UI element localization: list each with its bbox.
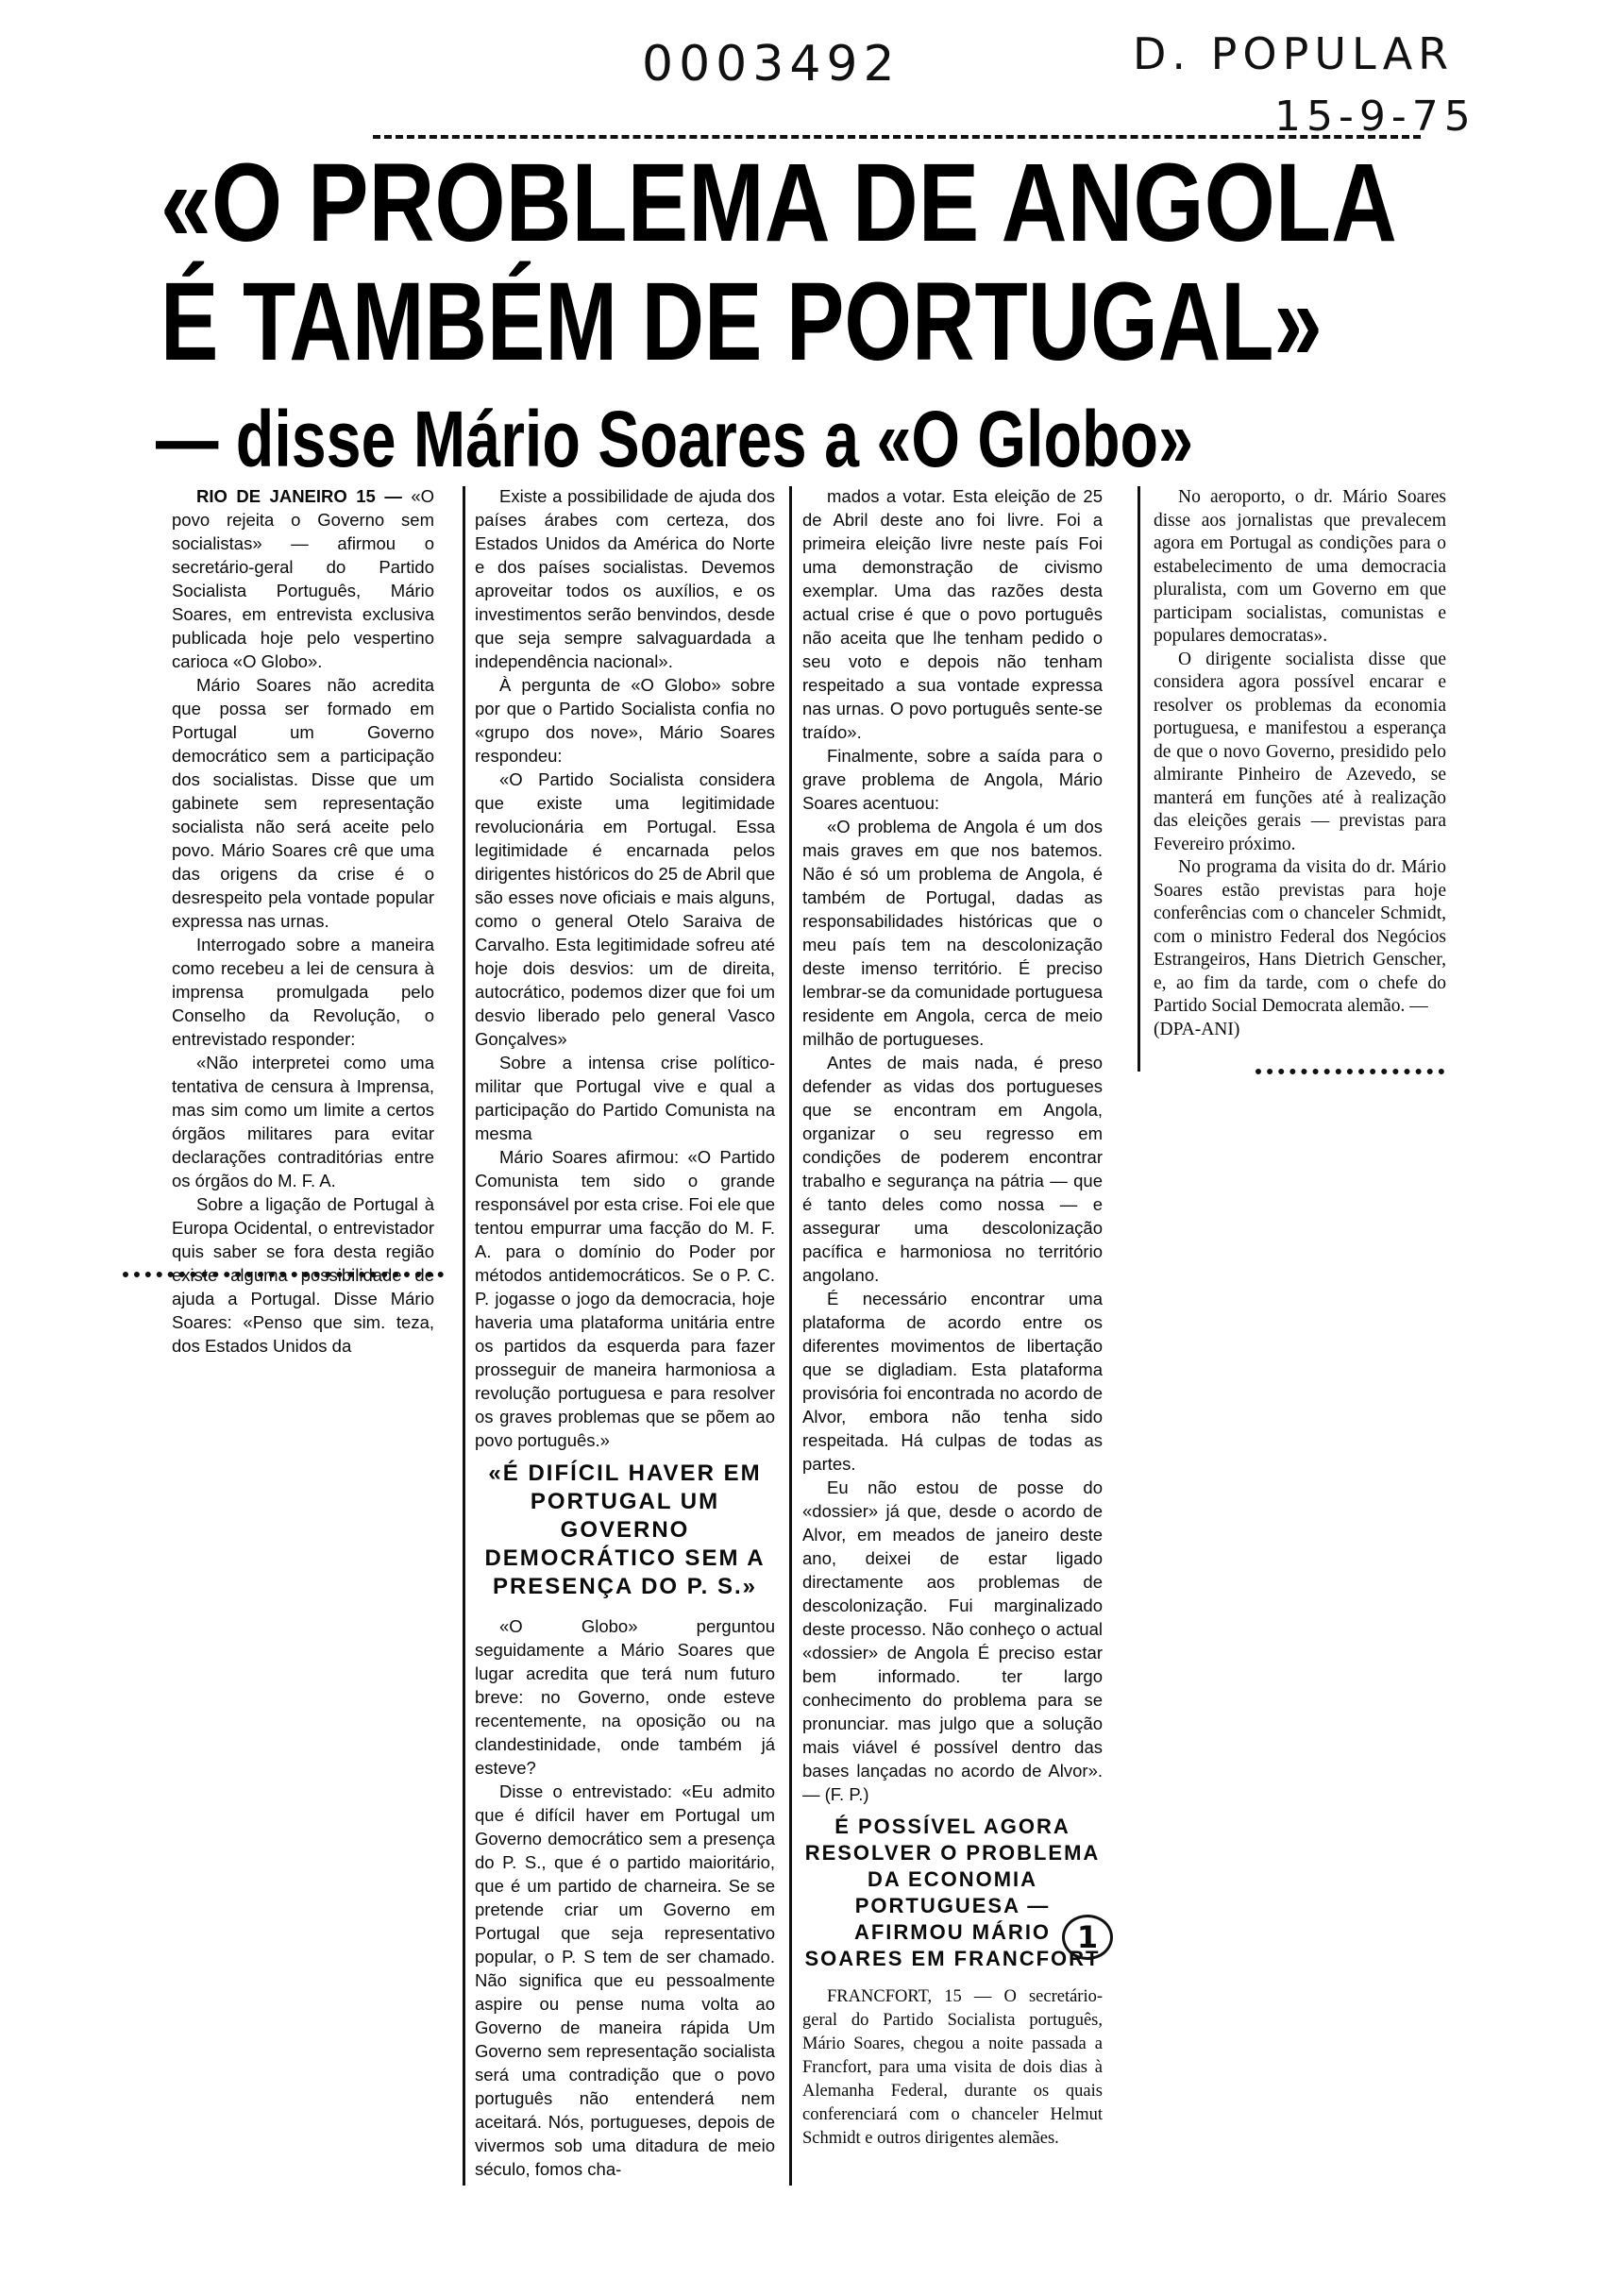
article-column-4	[1154, 486, 1446, 1072]
headline-line-1: «O PROBLEMA DE ANGOLA	[160, 141, 1397, 265]
paragraph: No aeroporto, o dr. Mário Soares disse aos jornalistas que prevalecem agora em Portugal as condições para o estabelecimento de uma democracia pluralista, com um Governo em que participam socialistas, comunistas e populares democratas».	[1154, 487, 1446, 646]
paragraph: O dirigente socialista disse que considera agora possível encarar e resolver os problemas da economia portuguesa, e manifestou a esperança de que o novo Governo, presidido pelo almirante Pinheiro de Azevedo, se manterá em funções até à realização das eleições gerais — previstas para Fevereiro próximo.	[1154, 649, 1446, 854]
paragraph: Existe a possibilidade de ajuda dos países árabes com certeza, dos Estados Unidos da América do Norte e dos países socialistas. Devemos aproveitar todos os auxílios, e os investimentos serão benvindos, desde que seja sempre salvaguardada a independência nacional».	[475, 486, 775, 671]
column-divider	[789, 486, 792, 2186]
dateline-francfort: FRANCFORT, 15 —	[827, 1987, 992, 2006]
paragraph: Disse o entrevistado: «Eu admito que é difícil haver em Portugal um Governo democrático sem a presença do P. S., que é o partido maioritário, que é um partido de charneira. Se se pretende criar um Governo em Portugal que seja representativo popular, o P. S tem de ser chamado. Não significa que eu pessoalmente aspire ou pense numa volta ao Governo de maneira rápida Um Governo sem representação socialista será uma contradição que o povo português não entenderá nem aceitará. Nós, portugueses, depois de vivermos sob uma ditadura de meio século, fomos cha-	[475, 1781, 775, 2179]
paragraph: Sobre a intensa crise político-militar que Portugal vive e qual a participação do Partido Comunista na mesma	[475, 1053, 775, 1143]
paragraph: Eu não estou de posse do «dossier» já que, desde o acordo de Alvor, em meados de janeiro deste ano, deixei de estar ligado directamente aos problemas de descolonização. Fui marginalizado deste processo. Não conheço o actual «dossier» de Angola É preciso estar bem informado. ter largo conhecimento do problema para se pronunciar. mas julgo que a solução mais viável é possível dentro das bases lançadas no acordo de Alvor». — (F. P.)	[802, 1477, 1103, 1804]
paragraph-text: «O povo rejeita o Governo sem socialistas» — afirmou o secretário-geral do Partido Socialista Português, Mário Soares, em entrevista exclusiva publicada hoje pelo vespertino carioca «O Globo».	[172, 486, 434, 671]
circled-number-mark: 1	[1062, 1915, 1113, 1960]
newspaper-source: D. POPULAR	[1133, 28, 1455, 79]
paragraph: «O Partido Socialista considera que existe uma legitimidade revolucionária em Portugal. Essa legitimidade é encarnada pelos dirigentes históricos do 25 de Abril que são esses nove oficiais e mais alguns, como o general Otelo Saraiva de Carvalho. Esta legitimidade sofreu até hoje dois desvios: um de direita, autocrático, podemos dizer que foi um desvio liberado pelo general Vasco Gonçalves»	[475, 769, 775, 1049]
column-4-end-rule	[1256, 1069, 1444, 1074]
column-divider	[463, 486, 465, 2186]
paragraph: Finalmente, sobre a saída para o grave problema de Angola, Mário Soares acentuou:	[802, 746, 1103, 813]
paragraph	[802, 1985, 1103, 2151]
paragraph: Sobre a ligação de Portugal à Europa Ocidental, o entrevistador quis saber se fora desta região existe alguma possibilidade de ajuda a Portugal. Disse Mário Soares: «Penso que sim. teza, dos Estados Unidos da	[172, 1194, 434, 1356]
paragraph: Antes de mais nada, é preso defender as vidas dos portugueses que se encontram em Angola, organizar o seu regresso em condições de poderem encontrar trabalho e segurança na pátria — que é tanto deles como nossa — e assegurar uma descolonização pacífica e harmoniosa no território angolano.	[802, 1053, 1103, 1285]
dateline-rio: RIO DE JANEIRO 15 —	[196, 486, 402, 506]
paragraph: É necessário encontrar uma plataforma de acordo entre os diferentes movimentos de libertação que se digladiam. Esta plataforma provisória foi encontrada no acordo de Alvor, embora não tenha sido respeitada. Há culpas de todas as partes.	[802, 1289, 1103, 1474]
paragraph: mados a votar. Esta eleição de 25 de Abril deste ano foi livre. Foi a primeira eleição livre neste país Foi uma demonstração de civismo exemplar. Uma das razões desta actual crise é que o povo português não aceita que lhe tenham pedido o seu voto e depois não tenham respeitado a sua vontade expressa nas urnas. O povo português sente-se traído».	[802, 486, 1103, 742]
subheading-francfort: É POSSÍVEL AGORA RESOLVER O PROBLEMA DA ECONOMIA PORTUGUESA — AFIRMOU MÁRIO SOARES EM FRANCFORT	[804, 1815, 1101, 1970]
subheading-ps: «É DIFÍCIL HAVER EM PORTUGAL UM GOVERNO DEMOCRÁTICO SEM A PRESENÇA DO P. S.»	[484, 1460, 766, 1599]
article-column-2	[475, 484, 775, 2184]
paragraph-text: O secretário-geral do Partido Socialista português, Mário Soares, chegou a noite passada a Francfort, para uma visita de dois dias à Alemanha Federal, durante os quais conferenciará com o chanceler Helmut Schmidt e outros dirigentes alemães.	[802, 1987, 1104, 2148]
paragraph: «O Globo» perguntou seguidamente a Mário Soares que lugar acredita que terá num futuro breve: no Governo, onde esteve recentemente, na oposição ou na clandestinidade, onde também já esteve?	[475, 1616, 775, 1778]
article-column-1	[172, 484, 434, 1356]
paragraph	[172, 484, 434, 673]
credit: (DPA-ANI)	[1154, 1019, 1240, 1039]
article-column-3	[802, 484, 1103, 2184]
column-1-end-rule	[123, 1272, 444, 1277]
headline-subtitle: — disse Mário Soares a «O Globo»	[156, 395, 1194, 483]
paragraph: «Não interpretei como uma tentativa de censura à Imprensa, mas sim como um limite a certos órgãos militares para evitar declarações contraditórias entre os órgãos do M. F. A.	[172, 1053, 434, 1190]
top-dashed-rule	[373, 135, 1421, 139]
archive-number: 0003492	[642, 36, 901, 93]
paragraph: À pergunta de «O Globo» sobre por que o Partido Socialista confia no «grupo dos nove», Mário Soares respondeu:	[475, 675, 775, 766]
paragraph: Interrogado sobre a maneira como recebeu a lei de censura à imprensa promulgada pelo Conselho da Revolução, o entrevistado responder:	[172, 935, 434, 1049]
paragraph: Mário Soares afirmou: «O Partido Comunista tem sido o grande responsável por esta crise. Foi ele que tentou empurrar uma facção do M. F. A. para o domínio do Poder por métodos antidemocráticos. Se o P. C. P. jogasse o jogo da democracia, hoje haveria uma plataforma unitária entre os partidos da esquerda para fazer prosseguir de maneira harmoniosa a revolução portuguesa e para resolver os graves problemas que se põem ao povo português.»	[475, 1147, 775, 1450]
paragraph: Mário Soares não acredita que possa ser formado em Portugal um Governo democrático sem a participação dos socialistas. Disse que um gabinete sem representação socialista não será aceite pelo povo. Mário Soares crê que uma das origens da crise é o desrespeito pela vontade popular expressa nas urnas.	[172, 675, 434, 931]
headline-line-2: É TAMBÉM DE PORTUGAL»	[160, 260, 1323, 384]
paragraph: «O problema de Angola é um dos mais graves em que nos batemos. Não é só um problema de Angola, é também de Portugal, dadas as responsabilidades históricas que o meu país tem na descolonização deste imenso território. É preciso lembrar-se da comunidade portuguesa residente em Angola, cerca de meio milhão de portugueses.	[802, 817, 1103, 1049]
paragraph: No programa da visita do dr. Mário Soares estão previstas para hoje conferências com o chanceler Schmidt, com o ministro Federal dos Negócios Estrangeiros, Hans Dietrich Genscher, e, ao fim da tarde, com o chefe do Partido Social Democrata alemão. —	[1154, 857, 1446, 1016]
clipping-date: 15-9-75	[1274, 93, 1476, 141]
column-divider	[1138, 486, 1140, 1072]
